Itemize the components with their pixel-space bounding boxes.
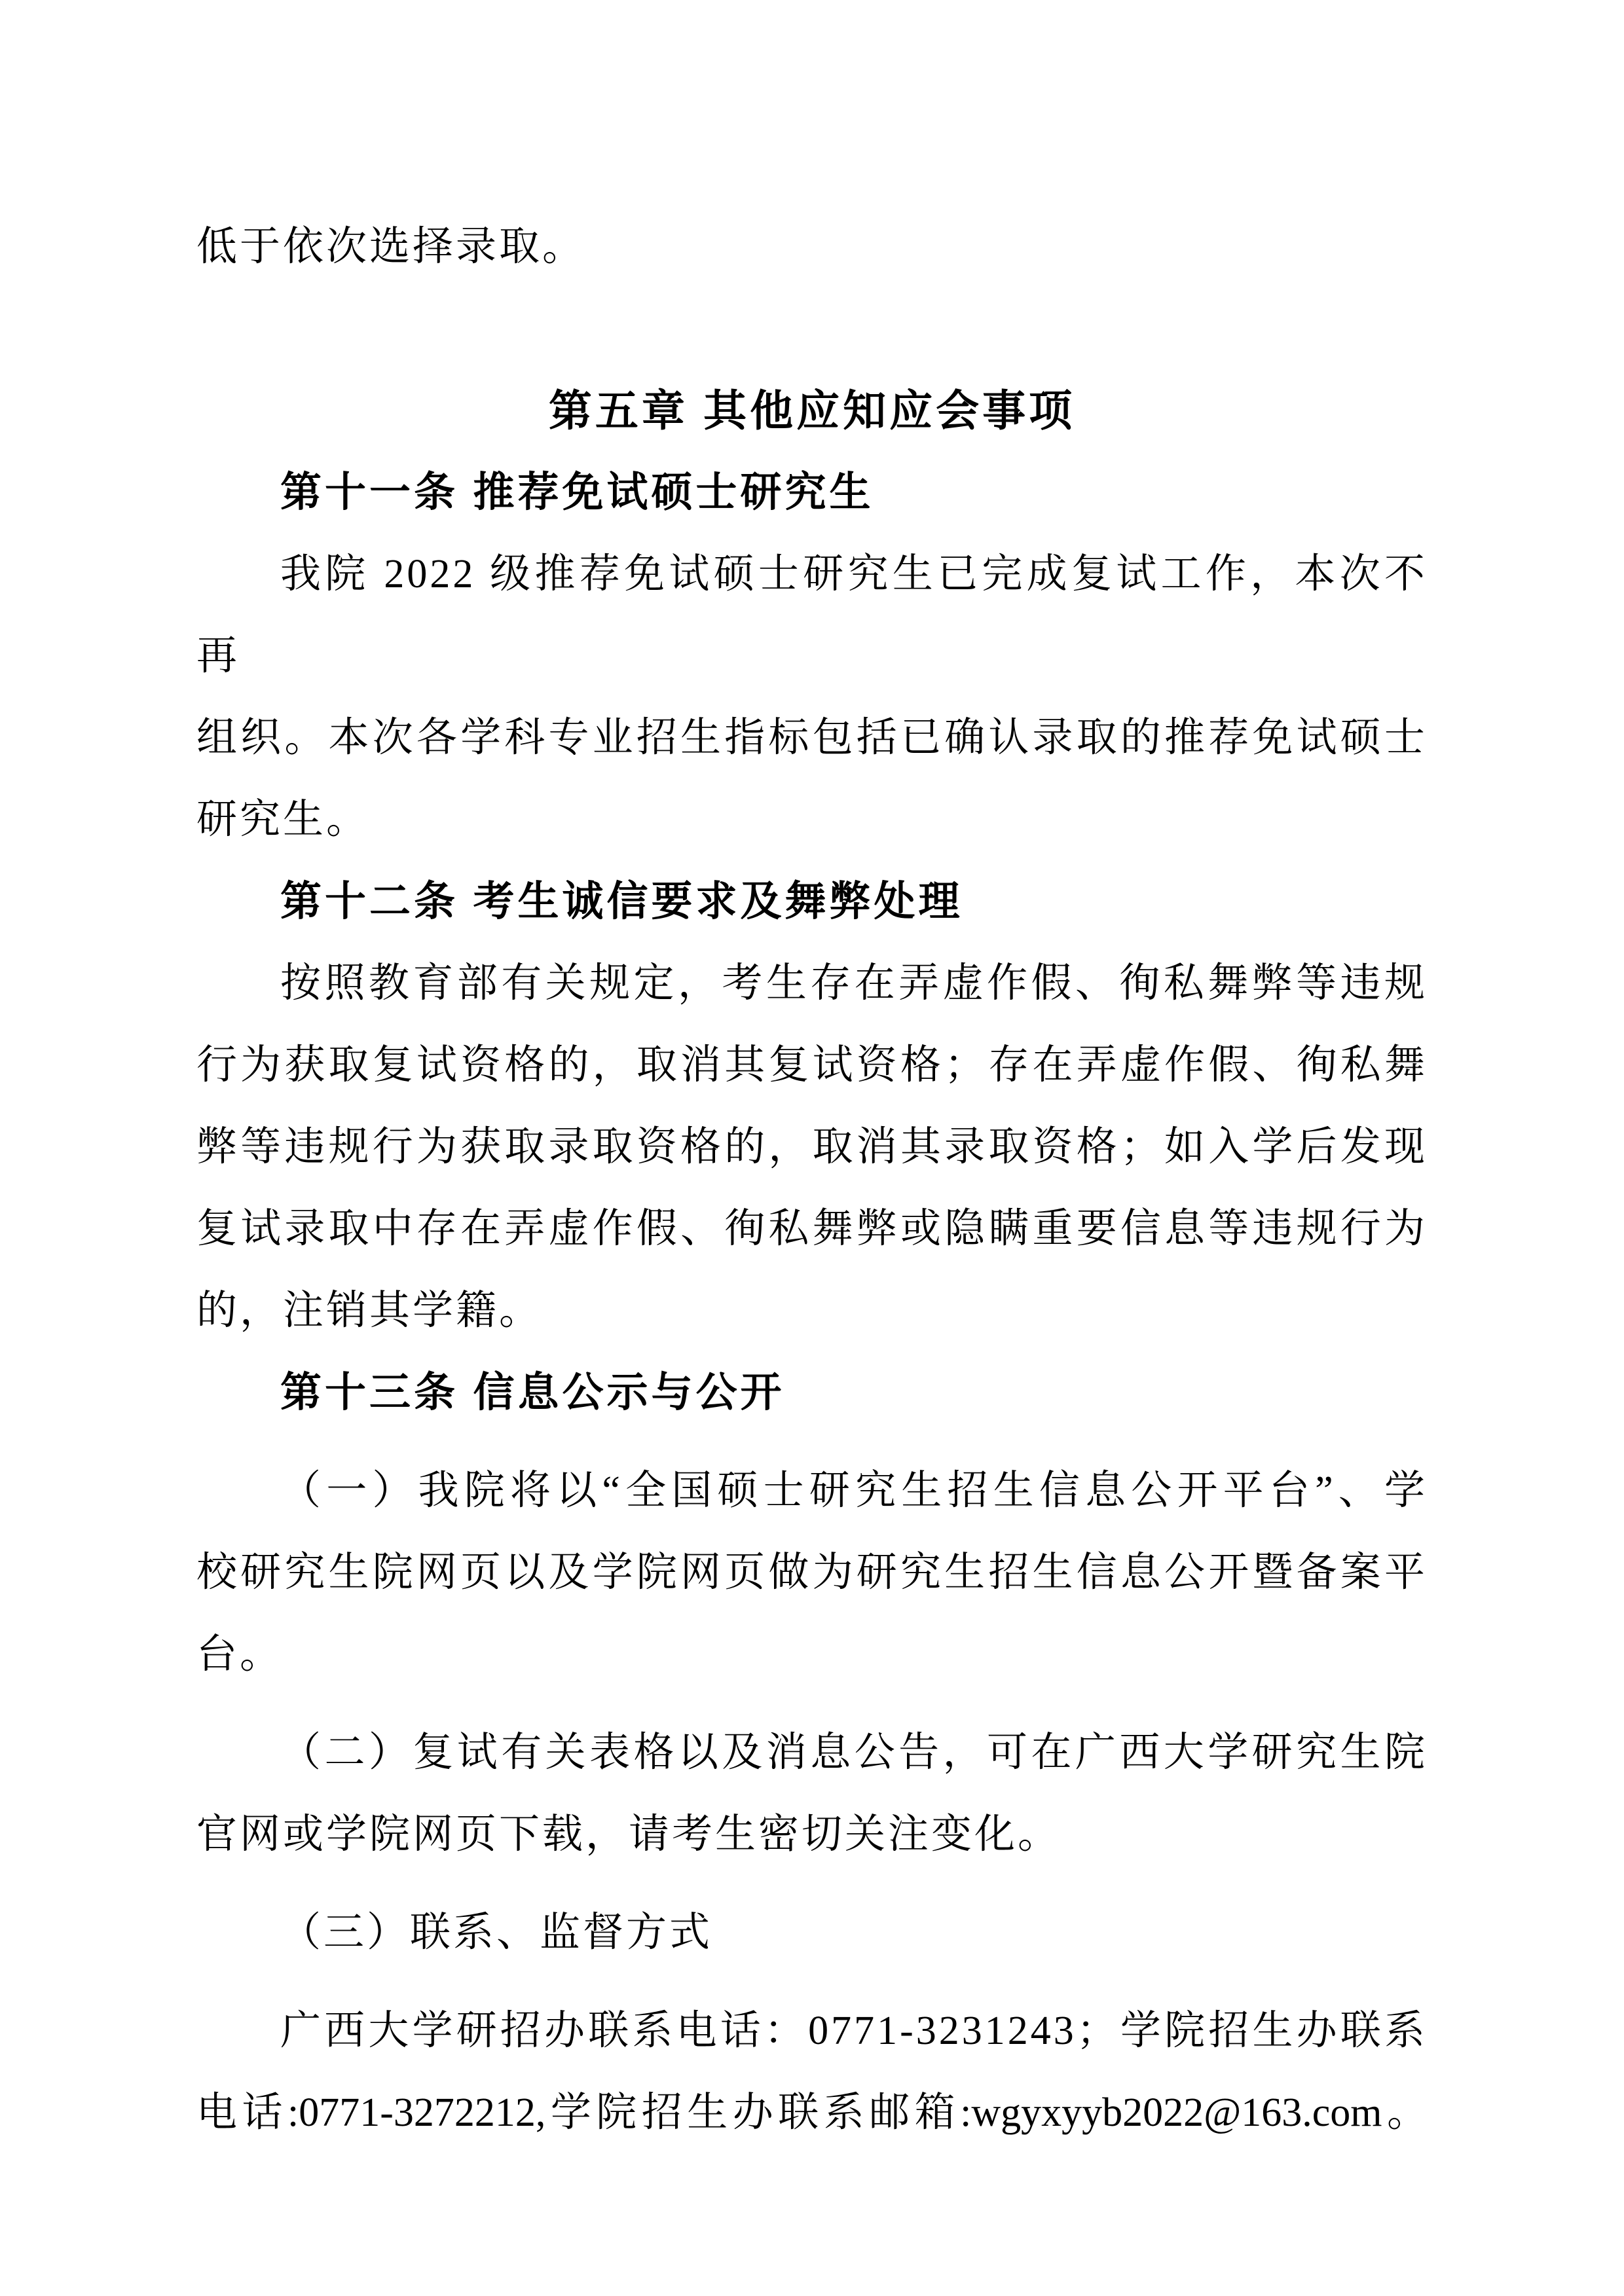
text-line: （一）我院将以“全国硕士研究生招生信息公开平台”、学 [280,1468,1428,1513]
text-line: 官网或学院网页下载，请考生密切关注变化。 [196,1812,1061,1857]
contact-line: 广西大学研招办联系电话：0771-3231243；学院招生办联系 [280,2009,1428,2053]
text-line: 台。 [196,1632,284,1677]
text-line: 复试录取中存在弄虚作假、徇私舞弊或隐瞒重要信息等违规行为 [196,1207,1428,1251]
text-line: 组织。本次各学科专业招生指标包括已确认录取的推荐免试硕士 [196,716,1428,760]
text-line: 按照教育部有关规定，考生存在弄虚作假、徇私舞弊等违规 [280,961,1428,1006]
text-line: 行为获取复试资格的，取消其复试资格；存在弄虚作假、徇私舞 [196,1043,1428,1087]
article-11-heading: 第十一条 推荐免试硕士研究生 [280,469,874,515]
article-13-heading: 第十三条 信息公示与公开 [280,1370,785,1415]
article-12-heading: 第十二条 考生诚信要求及舞弊处理 [280,879,963,924]
text-line: 校研究生院网页以及学院网页做为研究生招生信息公开暨备案平 [196,1550,1428,1595]
continuation-paragraph-line: 低于依次选择录取。 [196,225,586,269]
text-line: 我院 2022 级推荐免试硕士研究生已完成复试工作，本次不再 [196,552,1428,678]
text-line: （二）复试有关表格以及消息公告，可在广西大学研究生院 [280,1730,1428,1775]
text-line: 的，注销其学籍。 [196,1288,543,1333]
text-line: 弊等违规行为获取录取资格的，取消其录取资格；如入学后发现 [196,1125,1428,1169]
chapter-heading: 第五章 其他应知应会事项 [548,386,1076,435]
contact-line: 电话:0771-3272212,学院招生办联系邮箱:wgyxyyb2022@163.com。 [196,2090,1428,2135]
item-3-heading-line: （三）联系、监督方式 [280,1910,713,1955]
text-line: 研究生。 [196,797,370,842]
